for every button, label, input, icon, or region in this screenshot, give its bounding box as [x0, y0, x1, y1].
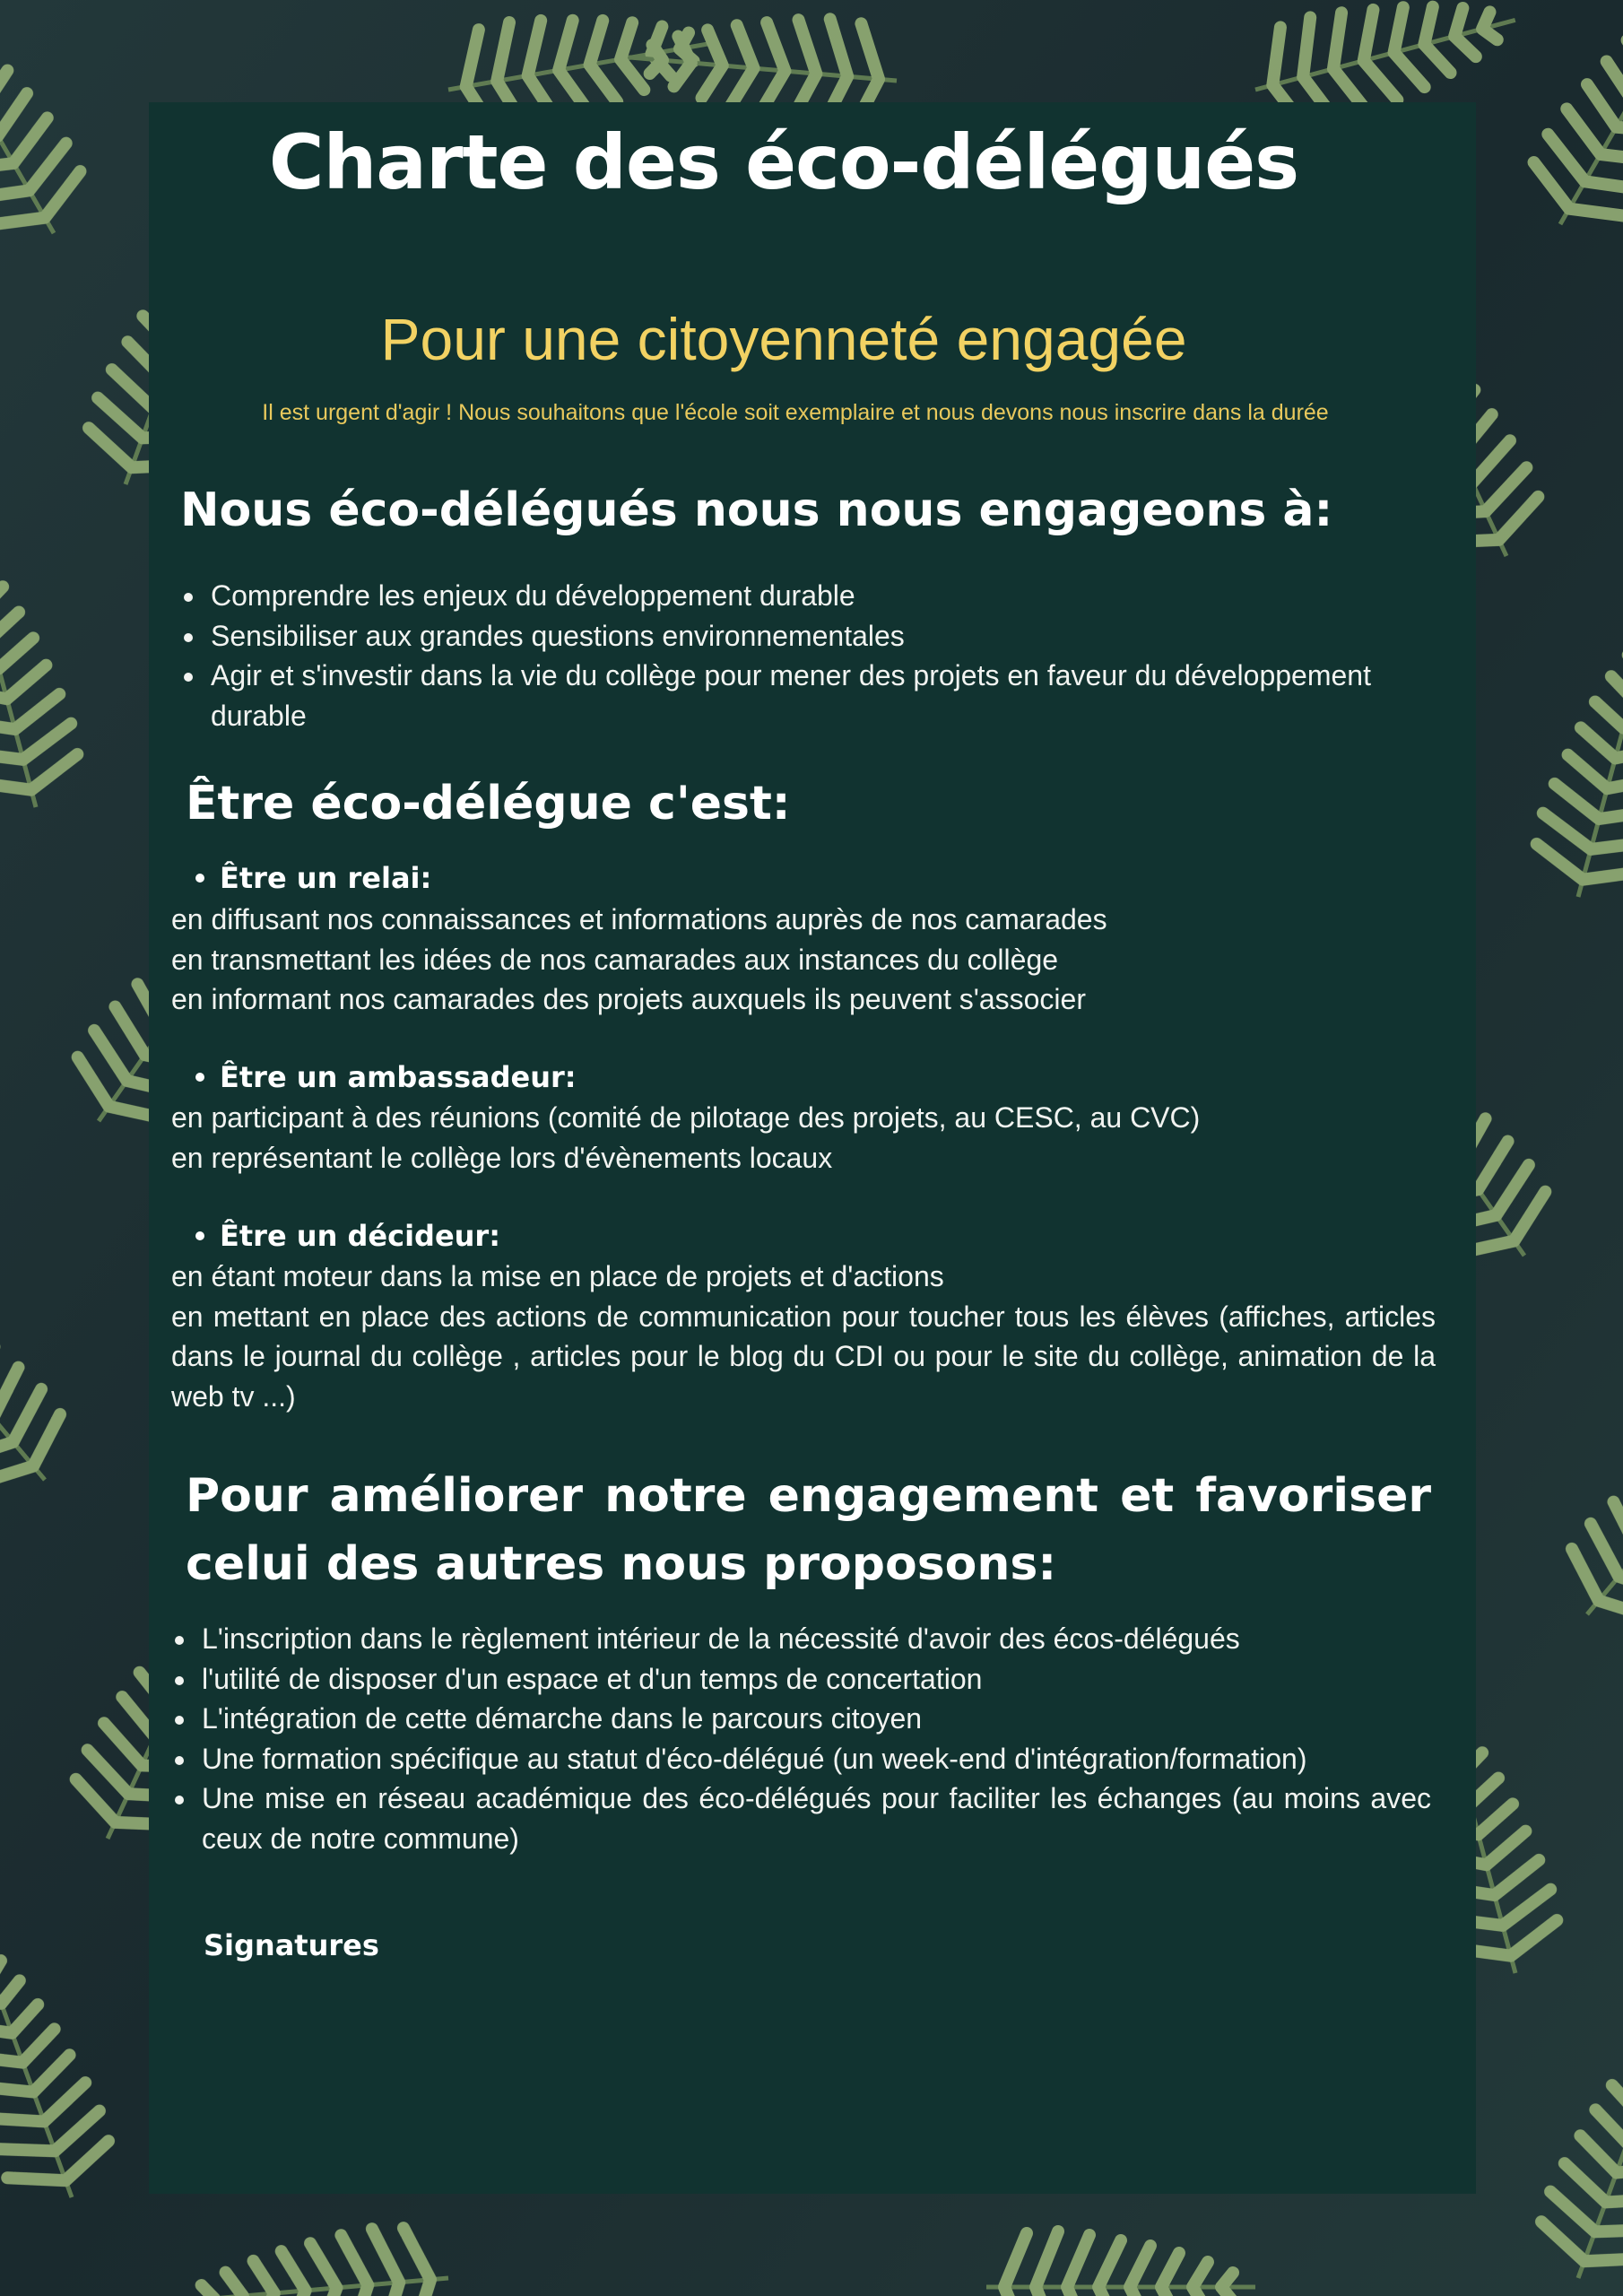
role-line: en diffusant nos connaissances et informations auprès de nos camarades [171, 903, 1107, 935]
intro-text: Il est urgent d'agir ! Nous souhaitons que l'école soit exemplaire et nous devons nous inscrire dans la durée [262, 400, 1329, 425]
role-relai-text [171, 900, 1436, 1020]
role-line: en représentant le collège lors d'évènements locaux [171, 1141, 833, 1174]
bullet-icon [195, 1073, 204, 1082]
list-item: Agir et s'investir dans la vie du collège pour mener des projets en faveur du développement durable [180, 656, 1436, 735]
section-heading-engagements: Nous éco-délégués nous nous engageons à: [180, 483, 1333, 537]
list-item: Une mise en réseau académique des éco-délégués pour faciliter les échanges (au moins avec ceux de notre commune) [171, 1779, 1431, 1858]
role-decideur-text [171, 1257, 1436, 1416]
list-item: L'intégration de cette démarche dans le parcours citoyen [171, 1699, 1431, 1739]
bullet-icon [195, 1231, 204, 1240]
role-line: en mettant en place des actions de communication pour toucher tous les élèves (affiches, articles dans le journal du collège , articles pour le blog du CDI ou pour le site du collège, animation de la web tv ...) [171, 1300, 1436, 1413]
role-label: Être un relai: [220, 861, 432, 895]
role-relai-label [220, 858, 431, 898]
role-line: en étant moteur dans la mise en place de projets et d'actions [171, 1260, 944, 1292]
bullet-icon [195, 874, 204, 883]
role-line: en informant nos camarades des projets auxquels ils peuvent s'associer [171, 983, 1086, 1015]
role-decideur-label [220, 1216, 500, 1256]
proposals-list [171, 1619, 1431, 1858]
signatures-label: Signatures [204, 1928, 379, 1962]
role-label: Être un ambassadeur: [220, 1060, 577, 1094]
list-item: l'utilité de disposer d'un espace et d'un temps de concertation [171, 1659, 1431, 1700]
page-subtitle: Pour une citoyenneté engagée [380, 306, 1187, 372]
section-heading-proposals: Pour améliorer notre engagement et favoriser celui des autres nous proposons: [186, 1469, 1431, 1591]
list-item: Comprendre les enjeux du développement durable [180, 576, 1436, 616]
list-item: Une formation spécifique au statut d'éco-délégué (un week-end d'intégration/formation) [171, 1739, 1431, 1779]
list-item: Sensibiliser aux grandes questions environnementales [180, 616, 1436, 657]
role-line: en participant à des réunions (comité de pilotage des projets, au CESC, au CVC) [171, 1101, 1201, 1134]
list-item: L'inscription dans le règlement intérieur de la nécessité d'avoir des écos-délégués [171, 1619, 1431, 1659]
role-line: en transmettant les idées de nos camarades aux instances du collège [171, 943, 1059, 976]
role-ambassadeur-text [171, 1098, 1436, 1178]
section-heading-role: Être éco-délégue c'est: [186, 777, 791, 831]
role-label: Être un décideur: [220, 1219, 500, 1253]
page-title: Charte des éco-délégués [268, 118, 1299, 206]
role-ambassadeur-label [220, 1057, 577, 1097]
engagements-list [180, 576, 1436, 735]
